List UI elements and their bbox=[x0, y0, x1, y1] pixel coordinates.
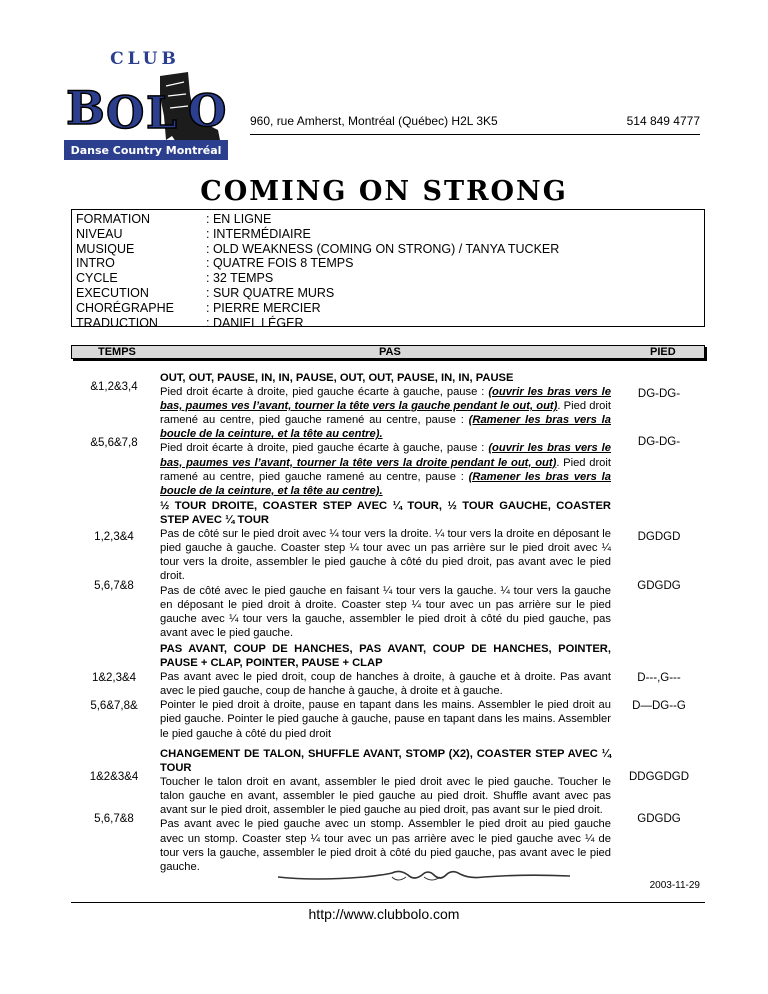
section-4-para-1: Toucher le talon droit en avant, assembler le pied droit avec le pied gauche. Toucher le talon gauche en avant, assembler le pied gauche au pied droit. Shuffle avant avec pas avant sur le pied droit, assembler le pied gauche au pied droit, pas avant sur le pied droit. bbox=[160, 776, 611, 817]
info-row-intro: INTRO : QUATRE FOIS 8 TEMPS bbox=[76, 256, 354, 271]
section-1-para-1: Pied droit écarte à droite, pied gauche écarte à gauche, pause : (ouvrir les bras vers le bas, paumes ves l’avant, tourner la tête vers la gauche pendant le out, out). Pied droit ramené au centre, pied gauche ramené au centre, pause : (Ramener les bras vers la boucle de la ceinture, et la tête au centre). bbox=[160, 386, 611, 441]
footer-divider bbox=[71, 902, 705, 903]
info-row-choregraphe: CHORÉGRAPHE : PIERRE MERCIER bbox=[76, 300, 321, 315]
dance-info-box bbox=[71, 209, 705, 330]
column-temps: TEMPS bbox=[98, 346, 136, 358]
section-2-para-1: Pas de côté sur le pied droit avec ¼ tour vers la droite. ¼ tour vers la droite en déposant le pied gauche à gauche. Coaster step ¼ tour avec un pas arrière sur le pied droit avec ¼ tour vers la droite, assembler le pied gauche à côté du pied droit, pas avant avec le pied droit. bbox=[160, 528, 611, 583]
svg-text:O: O bbox=[188, 86, 227, 137]
section-4 bbox=[160, 747, 611, 874]
temps-1b: &5,6&7,8 bbox=[90, 437, 138, 449]
pied-1b: DG-DG- bbox=[637, 436, 681, 448]
info-row-niveau: NIVEAU : INTERMÉDIAIRE bbox=[76, 226, 311, 241]
logo-bolo-letters bbox=[66, 81, 226, 139]
temps-4b: 5,6,7&8 bbox=[94, 813, 134, 825]
info-row-musique: MUSIQUE : OLD WEAKNESS (COMING ON STRONG) / TANYA TUCKER bbox=[76, 241, 560, 256]
pied-3b: D—DG--G bbox=[632, 700, 686, 712]
pied-3a: D---,G--- bbox=[637, 672, 681, 684]
section-3 bbox=[160, 642, 611, 741]
club-website-link[interactable]: http://www.clubbolo.com bbox=[308, 906, 460, 922]
info-row-execution: EXECUTION : SUR QUATRE MURS bbox=[76, 285, 335, 300]
section-1 bbox=[160, 371, 611, 498]
header-divider bbox=[250, 134, 700, 135]
pied-1a: DG-DG- bbox=[637, 388, 681, 400]
temps-3a: 1&2,3&4 bbox=[91, 672, 137, 684]
section-4-heading: CHANGEMENT DE TALON, SHUFFLE AVANT, STOMP (X2), COASTER STEP AVEC ¼ TOUR bbox=[160, 748, 611, 775]
section-1-para-2: Pied droit écarte à droite, pied gauche écarte à gauche, pause : (ouvrir les bras vers le bas, paumes ves l’avant, tourner la tête vers la droite pendant le out, out). Pied droit ramené au centre, pied gauche ramené au centre, pause : (Ramener les bras vers la boucle de la ceinture, et la tête au centre). bbox=[160, 442, 611, 497]
column-pas: PAS bbox=[379, 346, 401, 358]
club-bolo-logo bbox=[60, 36, 230, 162]
temps-2b: 5,6,7&8 bbox=[94, 580, 134, 592]
section-3-heading: PAS AVANT, COUP DE HANCHES, PAS AVANT, COUP DE HANCHES, POINTER, PAUSE + CLAP, POINTER, PAUSE + CLAP bbox=[160, 643, 611, 670]
logo-banner-text: Danse Country Montréal bbox=[70, 144, 222, 157]
section-3-para-1: Pas avant avec le pied droit, coup de hanches à droite, à gauche et à droite. Pas avant avec le pied gauche, coup de hanche à gauche, à droite et à gauche. bbox=[160, 671, 611, 698]
pied-2a: DGDGD bbox=[637, 531, 681, 543]
document-date: 2003-11-29 bbox=[649, 880, 700, 891]
dance-title: COMING ON STRONG bbox=[200, 176, 568, 207]
flourish-ornament-icon bbox=[274, 865, 574, 887]
info-row-formation: FORMATION : EN LIGNE bbox=[76, 212, 272, 226]
temps-2a: 1,2,3&4 bbox=[94, 531, 134, 543]
section-2 bbox=[160, 499, 611, 640]
svg-text:B: B bbox=[66, 81, 105, 135]
temps-3b: 5,6&7,8& bbox=[90, 700, 138, 712]
section-2-para-2: Pas de côté avec le pied gauche en faisant ¼ tour vers la gauche. ¼ tour vers la gauche en déposant le pied droit à droite. Coaster step ¼ tour avec un pas arrière sur le pied gauche avec ¼ tour vers la gauche, assembler le pied droit à côté du pied gauche, pas avant avec le pied gauche. bbox=[160, 584, 611, 639]
pied-2b: GDGDG bbox=[637, 580, 681, 592]
svg-text:L: L bbox=[146, 88, 177, 139]
club-address: 960, rue Amherst, Montréal (Québec) H2L 3K5 bbox=[250, 114, 498, 128]
info-row-cycle: CYCLE : 32 TEMPS bbox=[76, 271, 274, 286]
temps-4a: 1&2&3&4 bbox=[89, 771, 139, 783]
pied-4a: DDGGDGD bbox=[628, 771, 690, 783]
club-phone: 514 849 4777 bbox=[626, 114, 700, 128]
temps-1a: &1,2&3,4 bbox=[90, 381, 138, 393]
section-1-heading: OUT, OUT, PAUSE, IN, IN, PAUSE, OUT, OUT, PAUSE, IN, IN, PAUSE bbox=[160, 372, 514, 384]
section-4-para-2: Pas avant avec le pied gauche avec un stomp. Assembler le pied droit au pied gauche avec un stomp. Coaster step ¼ tour avec un pas arrière avec le pied gauche avec ¼ de tour vers la gauche, assembler le pied droit à côté du pied gauche, pas avant avec le pied gauche. bbox=[160, 818, 611, 873]
section-3-para-2: Pointer le pied droit à droite, pause en tapant dans les mains. Assembler le pied droit au pied gauche. Pointer le pied gauche à gauche, pause en tapant dans les mains. Assembler le pied gauche à côté du pied droit bbox=[160, 699, 611, 740]
info-row-traduction: TRADUCTION : DANIEL LÉGER bbox=[76, 315, 304, 330]
pied-4b: GDGDG bbox=[637, 813, 681, 825]
column-header-bar bbox=[71, 345, 705, 359]
column-pied: PIED bbox=[650, 346, 676, 358]
svg-text:O: O bbox=[106, 88, 145, 139]
logo-club-text: CLUB bbox=[110, 49, 180, 69]
section-2-heading: ½ TOUR DROITE, COASTER STEP AVEC ¼ TOUR, ½ TOUR GAUCHE, COASTER STEP AVEC ¼ TOUR bbox=[160, 500, 611, 527]
